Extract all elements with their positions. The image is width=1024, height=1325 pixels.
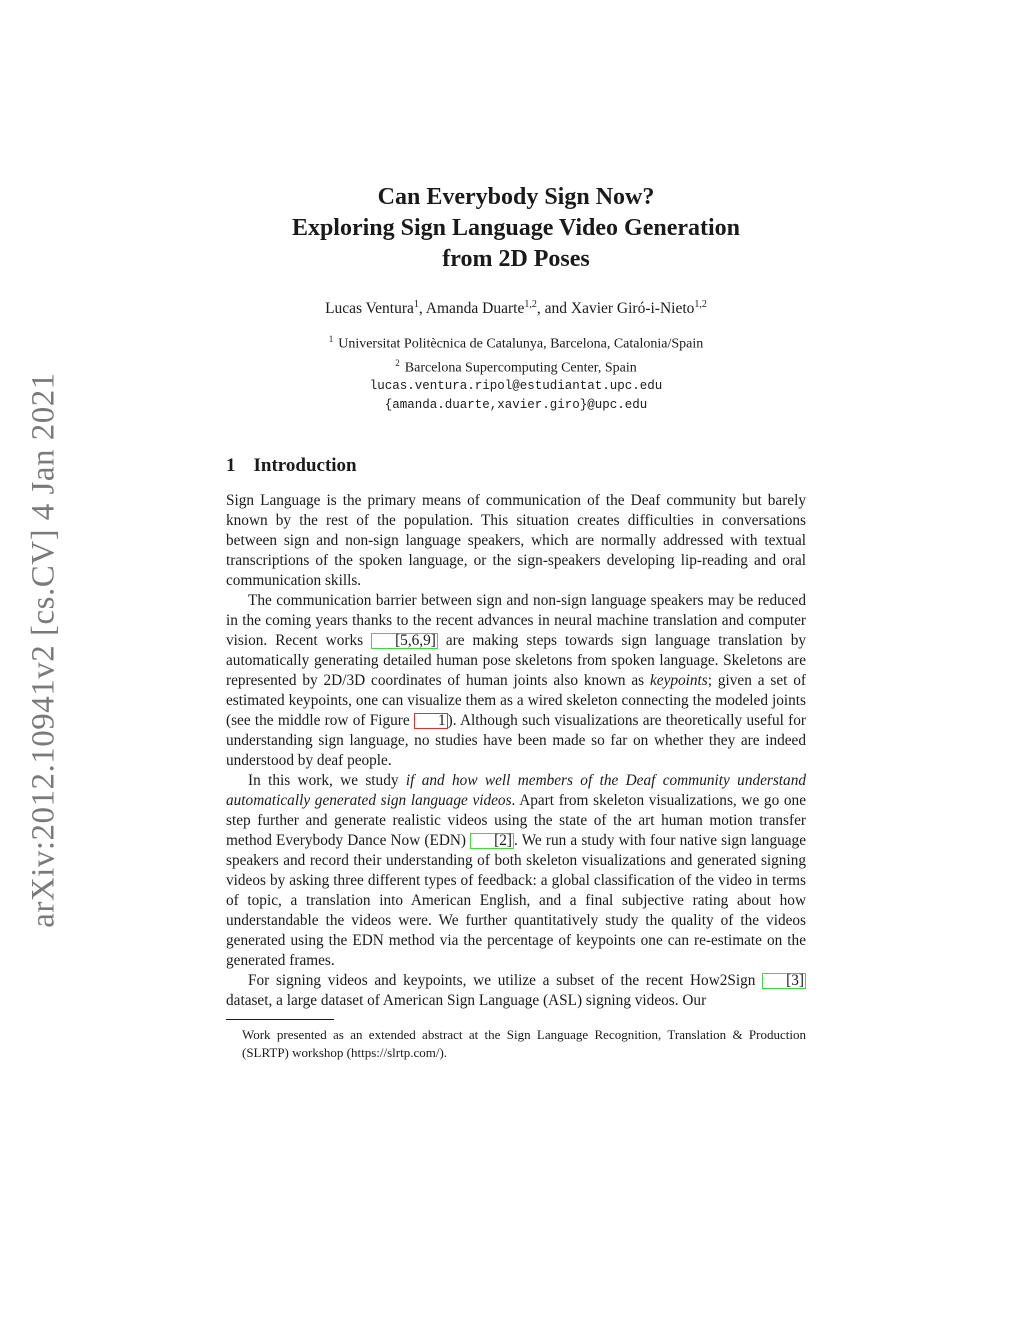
- footnote-divider: [226, 1019, 334, 1020]
- text-run: dataset, a large dataset of American Sign Language (ASL) signing videos. Our: [226, 992, 707, 1010]
- citation-link[interactable]: [2]: [470, 833, 514, 849]
- citation-link[interactable]: [3]: [762, 973, 806, 989]
- text-run: . Apart from skeleton visualizations, we go one step further and generate realistic videos using the state of the art human motion transfer method Everybody Dance Now (EDN): [226, 792, 806, 850]
- text-run: ; given a set of estimated keypoints, one can visualize them as a wired skeleton connecting the modeled joints (see the middle row of Figure: [226, 672, 806, 730]
- affiliations: [226, 330, 806, 415]
- paper-title: [226, 182, 806, 275]
- text-run: In this work, we study: [248, 772, 406, 790]
- author-list: [226, 299, 806, 318]
- title-line: Exploring Sign Language Video Generation: [291, 215, 741, 241]
- footnote: Work presented as an extended abstract at the Sign Language Recognition, Translation & Production (SLRTP) workshop (https://slrtp.com/).: [242, 1027, 806, 1061]
- title-line: from 2D Poses: [442, 246, 590, 272]
- emphasis-text: keypoints: [649, 672, 708, 690]
- citation-link[interactable]: [5,6,9]: [371, 633, 438, 649]
- emphasis-text: if and how well members of the Deaf community understand automatically generated sign language videos: [226, 772, 807, 810]
- text-run: For signing videos and keypoints, we utilize a subset of the recent How2Sign: [248, 972, 763, 990]
- text-run: The communication barrier between sign and non-sign language speakers may be reduced in the coming years thanks to the recent advances in neural machine translation and computer vision. Recent works: [226, 592, 806, 650]
- author-name: Lucas Ventura: [325, 300, 414, 318]
- section-heading: [226, 455, 806, 477]
- author-separator: ,: [418, 300, 426, 318]
- affiliation-line: [226, 330, 806, 354]
- paper-page: [226, 182, 806, 1062]
- author-separator: , and: [536, 300, 571, 318]
- affiliation-mark: 1: [328, 334, 334, 345]
- affiliation-text: Universitat Politècnica de Catalunya, Barcelona, Catalonia/Spain: [338, 336, 704, 352]
- section-title: Introduction: [253, 455, 357, 477]
- text-run: ). Although such visualizations are theoretically useful for understanding sign language, no studies have been made so far on whether they are indeed understood by deaf people.: [226, 712, 806, 770]
- section-number: 1: [226, 455, 236, 477]
- author-affiliation-mark: 1: [413, 299, 419, 310]
- author-affiliation-mark: 1,2: [694, 299, 707, 310]
- paragraph: Sign Language is the primary means of communication of the Deaf community but barely known by the rest of the population. This situation creates difficulties in conversations between sign and non-sign language speakers, which are normally addressed with textual transcriptions of the spoken language, or the sign-speakers developing lip-reading and oral communication skills.: [226, 492, 806, 590]
- paragraph: [226, 591, 806, 771]
- author-affiliation-mark: 1,2: [524, 299, 537, 310]
- email-address: lucas.ventura.ripol@estudiantat.upc.edu: [369, 379, 663, 394]
- email-address: {amanda.duarte,xavier.giro}@upc.edu: [384, 398, 648, 413]
- paragraph: [226, 771, 806, 971]
- paragraph: [226, 971, 806, 1011]
- affiliation-line: [226, 354, 806, 378]
- author-name: Amanda Duarte: [425, 300, 525, 318]
- affiliation-mark: 2: [395, 357, 400, 368]
- text-run: are making steps towards sign language translation by automatically generating detailed human pose skeletons from spoken language. Skeletons are represented by 2D/3D coordinates of human joints also known as: [226, 632, 806, 690]
- text-run: . We run a study with four native sign language speakers and record their understanding of both skeleton visualizations and generated signing videos by asking three different types of feedback: a global classification of the video in terms of topic, a translation into American English, and a final subjective rating about how understandable the videos were. We further quantitatively study the quality of the videos generated using the EDN method via the percentage of keypoints one can re-estimate on the generated frames.: [226, 832, 806, 970]
- author-name: Xavier Giró-i-Nieto: [570, 300, 695, 318]
- figure-reference-link[interactable]: 1: [414, 713, 448, 729]
- affiliation-text: Barcelona Supercomputing Center, Spain: [404, 360, 637, 376]
- arxiv-identifier: arXiv:2012.10941v2 [cs.CV] 4 Jan 2021: [25, 372, 62, 928]
- title-line: Can Everybody Sign Now?: [377, 184, 655, 210]
